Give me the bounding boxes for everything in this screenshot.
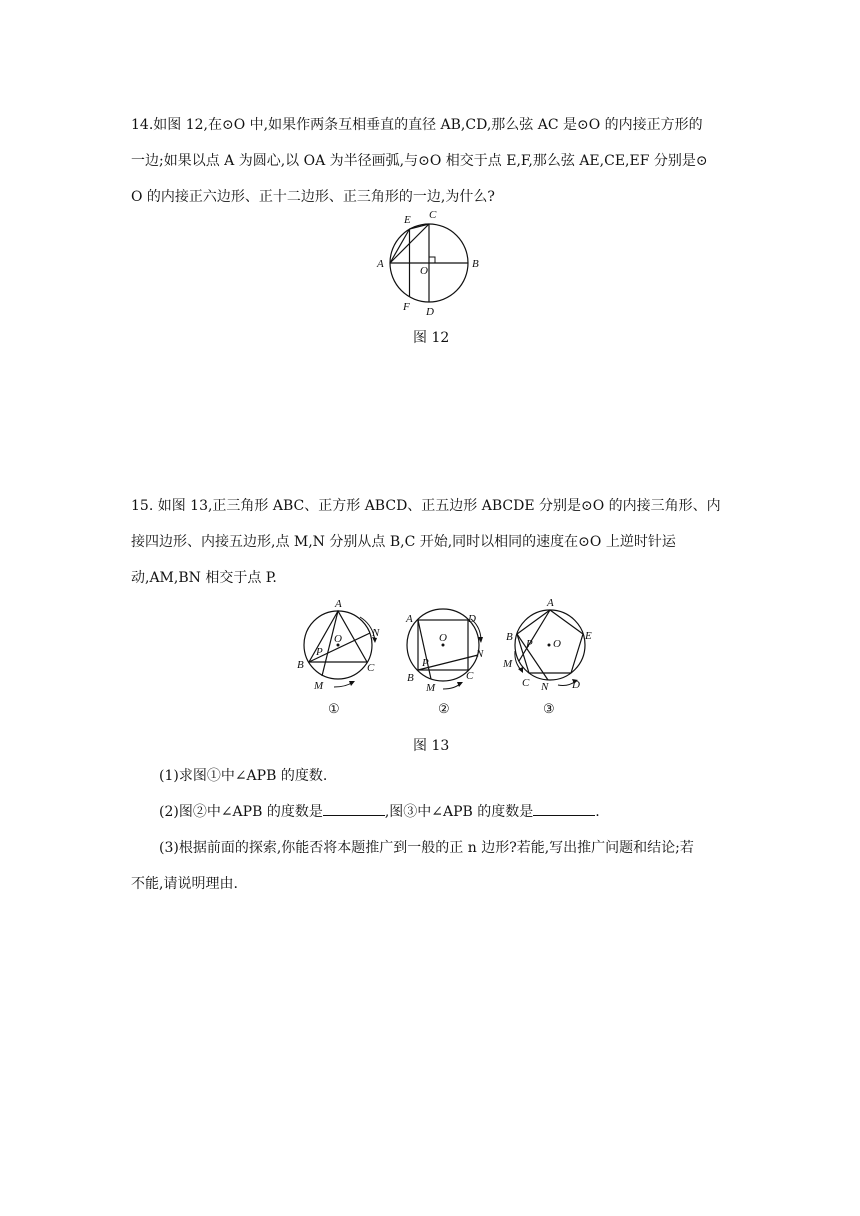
figure-13-3	[500, 595, 605, 715]
label-b: B	[472, 258, 479, 270]
svg-text:B: B	[506, 631, 513, 643]
svg-text:A: A	[406, 613, 413, 625]
label-d: D	[426, 306, 434, 318]
svg-text:O: O	[439, 632, 447, 644]
svg-text:B: B	[407, 672, 414, 684]
answer-blank-fig3[interactable]	[533, 803, 595, 816]
svg-text:D: D	[468, 613, 476, 625]
figure-13-caption: 图 13	[413, 738, 450, 754]
svg-text:N: N	[541, 681, 549, 693]
q15-line-1: 15. 如图 13,正三角形 ABC、正方形 ABCD、正五边形 ABCDE 分别是⊙O 的内接三角形、内	[131, 498, 721, 514]
label-f: F	[403, 301, 410, 313]
label-a: A	[377, 258, 384, 270]
label-o: O	[420, 265, 428, 277]
svg-text:B: B	[297, 659, 304, 671]
sub2-text-b: ,图③中∠APB 的度数是	[384, 804, 534, 820]
label-c: C	[429, 209, 437, 221]
figure-13-1	[290, 595, 390, 715]
q15-sub-3-line-1: (3)根据前面的探索,你能否将本题推广到一般的正 n 边形?若能,写出推广问题和结论;若	[159, 840, 694, 856]
svg-text:P: P	[422, 657, 429, 669]
svg-text:M: M	[426, 682, 436, 694]
svg-text:A: A	[335, 598, 342, 610]
answer-blank-fig2[interactable]	[323, 803, 385, 816]
q14-line-3: O 的内接正六边形、正十二边形、正三角形的一边,为什么?	[131, 189, 495, 205]
segment-am	[519, 610, 550, 661]
q14-line-2: 一边;如果以点 A 为圆心,以 OA 为半径画弧,与⊙O 相交于点 E,F,那么弦 AE,CE,EF 分别是⊙	[131, 153, 708, 169]
q15-line-3: 动,AM,BN 相交于点 P.	[131, 570, 277, 586]
svg-text:C: C	[466, 670, 474, 682]
svg-text:N: N	[372, 627, 380, 639]
figure-13-2	[397, 595, 497, 715]
svg-text:②: ②	[438, 701, 450, 715]
svg-text:P: P	[526, 638, 533, 650]
figure-12	[370, 205, 495, 320]
svg-text:M: M	[503, 658, 513, 670]
svg-text:P: P	[316, 646, 323, 658]
svg-text:C: C	[367, 662, 375, 674]
figure-12-caption: 图 12	[413, 330, 450, 346]
svg-text:D: D	[572, 679, 580, 691]
q15-sub-1: (1)求图①中∠APB 的度数.	[159, 768, 328, 784]
svg-text:O: O	[553, 638, 561, 650]
svg-text:M: M	[314, 680, 324, 692]
svg-text:N: N	[476, 648, 484, 660]
svg-text:A: A	[547, 597, 554, 609]
q15-sub-3-line-2: 不能,请说明理由.	[131, 876, 238, 892]
label-e: E	[404, 214, 411, 226]
svg-text:O: O	[334, 633, 342, 645]
svg-text:C: C	[522, 677, 530, 689]
svg-text:③: ③	[543, 701, 555, 715]
q15-sub-2	[131, 801, 600, 821]
sub2-text-c: .	[595, 804, 600, 820]
right-angle-mark	[429, 257, 435, 263]
svg-text:①: ①	[328, 701, 340, 715]
svg-text:E: E	[585, 630, 592, 642]
q14-line-1: 14.如图 12,在⊙O 中,如果作两条互相垂直的直径 AB,CD,那么弦 AC 是⊙O 的内接正方形的	[131, 117, 703, 133]
q15-line-2: 接四边形、内接五边形,点 M,N 分别从点 B,C 开始,同时以相同的速度在⊙O 上逆时针运	[131, 534, 676, 550]
sub2-text-a: (2)图②中∠APB 的度数是	[159, 804, 323, 820]
